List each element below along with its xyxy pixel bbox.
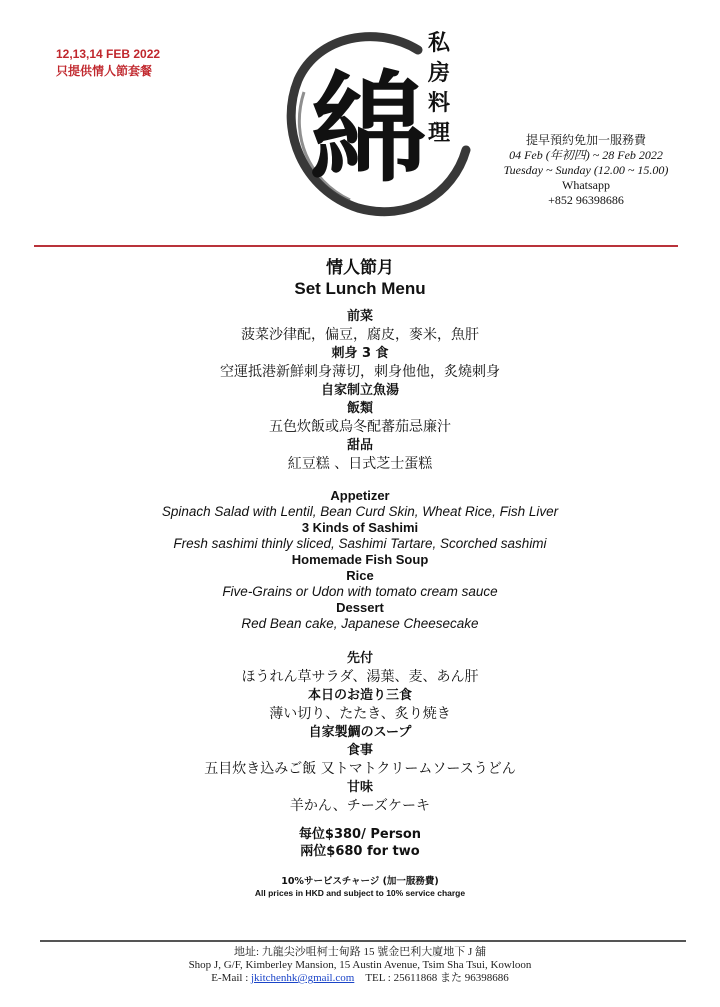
logo-side-char: 料 [427,90,450,116]
course-heading: 食事 [346,743,373,758]
menu-section-zh [0,308,720,474]
price-for-two: 兩位$680 for two [300,844,420,859]
course-heading: 自家製鯛のスープ [308,725,412,740]
course-item: 紅豆糕 、日式芝士蛋糕 [287,456,433,472]
course-heading: 刺身 3 食 [331,346,389,361]
price-per-person: 每位$380/ Person [298,827,422,842]
logo-side-char: 理 [427,120,450,146]
course-heading: 飯類 [346,401,373,416]
course-item: 羊かん、チーズケーキ [289,798,431,814]
booking-line-offer: 提早預約免加一服務費 [525,133,646,147]
course-item: Red Bean cake, Japanese Cheesecake [241,616,479,631]
service-charge-en: All prices in HKD and subject to 10% service charge [254,888,466,898]
course-item: Five-Grains or Udon with tomato cream sauce [222,584,498,599]
course-heading: 甜品 [346,438,373,453]
footer [0,946,720,985]
course-heading: 自家制立魚湯 [320,383,399,398]
course-heading: Appetizer [330,488,390,503]
course-heading: 先付 [346,651,373,666]
logo-side-text [424,28,454,148]
menu-section-en [0,488,720,632]
logo-main-char: 綿 [308,59,428,198]
booking-line-dates: 04 Feb (年初四) ~ 28 Feb 2022 [509,148,663,162]
footer-divider [40,940,686,942]
promo-block [56,46,206,80]
booking-info [470,133,702,208]
course-item: 菠菜沙律配，偏豆，腐皮，麥米，魚肝 [241,327,479,343]
menu-title-en: Set Lunch Menu [294,279,426,298]
course-item: 空運抵港新鮮刺身薄切，刺身他他，炙燒刺身 [220,364,500,380]
course-item: 薄い切り、たたき、炙り焼き [269,706,451,722]
promo-note: 只提供情人節套餐 [56,64,153,78]
course-item: Fresh sashimi thinly sliced, Sashimi Tartare, Scorched sashimi [173,536,547,551]
booking-line-phone: +852 96398686 [548,193,624,207]
promo-dates: 12,13,14 FEB 2022 [56,47,161,61]
address-zh: 地址: 九龍尖沙咀柯士甸路 15 號金巴利大廈地下 J 舖 [233,946,487,958]
course-heading: Homemade Fish Soup [291,552,429,567]
email-label: E-Mail : [211,972,251,984]
course-item: ほうれん草サラダ、湯葉、麦、あん肝 [241,669,479,685]
course-item: Spinach Salad with Lentil, Bean Curd Skin, Wheat Rice, Fish Liver [161,504,559,519]
course-heading: 甘味 [346,780,373,795]
course-item: 五目炊き込みご飯 又トマトクリームソースうどん [204,761,516,777]
logo-brush-circle [268,20,488,230]
restaurant-logo [268,20,488,230]
email-link[interactable]: jkitchenhk@gmail.com [251,972,355,984]
header-divider [34,245,678,247]
course-heading: Dessert [336,600,384,615]
menu-section-jp [0,650,720,816]
course-heading: 3 Kinds of Sashimi [301,520,419,535]
menu-title-zh: 情人節月 [326,258,394,278]
price-block [0,826,720,860]
course-item: 五色炊飯或烏冬配蕃茄忌廉汁 [269,419,451,435]
service-charge-jp: 10%サービスチャージ (加一服務費) [281,876,439,887]
menu-content [0,258,720,899]
booking-line-whatsapp: Whatsapp [562,178,610,192]
course-heading: 前菜 [346,309,373,324]
phone-numbers: TEL : 25611868 また 96398686 [365,972,509,984]
logo-side-char: 房 [427,60,450,86]
contact-line [0,972,720,985]
course-heading: Rice [346,568,374,583]
address-en: Shop J, G/F, Kimberley Mansion, 15 Austin Avenue, Tsim Sha Tsui, Kowloon [188,959,532,971]
booking-line-days: Tuesday ~ Sunday (12.00 ~ 15.00) [503,163,669,177]
course-heading: 本日のお造り三食 [307,688,412,703]
logo-side-char: 私 [427,30,450,56]
